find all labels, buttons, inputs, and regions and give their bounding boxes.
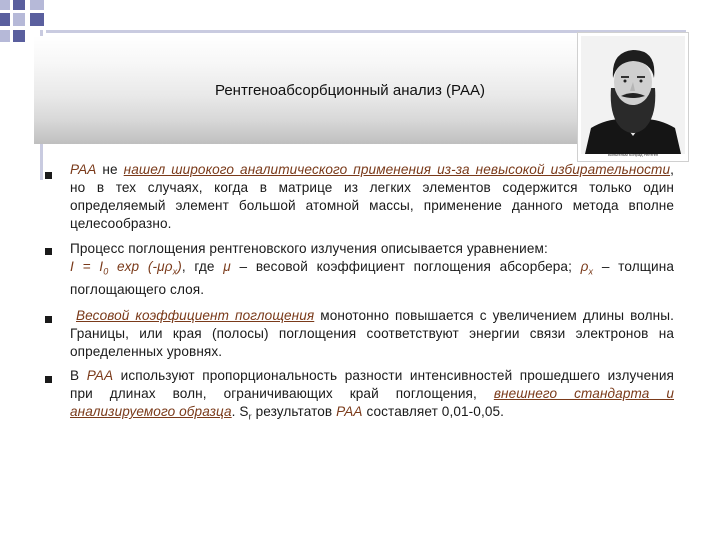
text-fragment: результатов	[251, 404, 337, 419]
text-emphasis: нашел широкого аналитического применения из-за невысокой избирательности	[123, 162, 671, 177]
symbol-rho-sub: x	[588, 266, 594, 277]
text-fragment: – толщина поглощающего слоя.	[70, 259, 674, 297]
deco-square	[13, 13, 25, 26]
text-sub: r	[248, 411, 252, 422]
deco-square	[0, 30, 10, 42]
text-raa: РАА	[86, 368, 114, 383]
formula-part: )	[177, 259, 182, 274]
formula-part: I = I	[70, 259, 104, 274]
deco-square	[30, 0, 44, 10]
text-fragment: используют пропорциональность разности интенсивностей прошедшего излучения при длинах волн, ограничивающих край поглощения,	[70, 368, 674, 401]
text-fragment: , но в тех случаях, когда в матрице из легких элементов содержится только один определяемый элемент большой атомной массы, применение данного метода вполне целесообразно.	[70, 162, 674, 231]
paragraph-4	[70, 367, 674, 426]
formula-sub: x	[172, 266, 178, 277]
paragraph-1	[70, 161, 674, 233]
text-fragment: В	[70, 368, 87, 383]
text-fragment: не	[96, 162, 124, 177]
paragraph-2	[70, 240, 674, 299]
deco-square	[0, 0, 10, 10]
text-fragment: , где	[181, 259, 224, 274]
square-bullet-icon	[45, 376, 52, 383]
formula	[70, 259, 182, 277]
paragraph-3	[70, 307, 674, 361]
slide-title: Рентгеноабсорбционный анализ (РАА)	[214, 82, 485, 99]
symbol-mu: μ	[223, 259, 231, 274]
square-bullet-icon	[45, 248, 52, 255]
deco-square	[0, 13, 10, 26]
text-fragment: монотонно повышается с увеличением длины волны. Границы, или края (полосы) поглощения соответствуют энергии связи электронов на определенных уровнях.	[70, 308, 674, 359]
text-emphasis: Весовой коэффициент поглощения	[76, 308, 315, 323]
text-emphasis: внешнего стандарта и анализируемого образца	[70, 386, 675, 419]
text-fragment: составляет 0,01-0,05.	[362, 404, 505, 419]
text-fragment: – весовой коэффициент поглощения абсорбера;	[230, 259, 581, 274]
formula-part: exp (-μρ	[108, 259, 173, 274]
deco-square	[13, 30, 25, 42]
text-fragment: . S	[231, 404, 249, 419]
square-bullet-icon	[45, 316, 52, 323]
formula-sub: 0	[103, 266, 109, 277]
square-bullet-icon	[45, 172, 52, 179]
portrait-photo	[577, 32, 689, 162]
portrait-illustration	[581, 36, 685, 154]
text-raa: РАА	[336, 404, 363, 419]
text-fragment: Процесс поглощения рентгеновского излучения описывается уравнением:	[70, 241, 548, 256]
symbol-rho: ρ	[580, 259, 589, 274]
deco-square	[13, 0, 25, 10]
portrait-caption: Вильгельм Конрад Рентген	[607, 152, 659, 157]
deco-square	[30, 13, 44, 26]
text-raa: РАА	[70, 162, 97, 177]
